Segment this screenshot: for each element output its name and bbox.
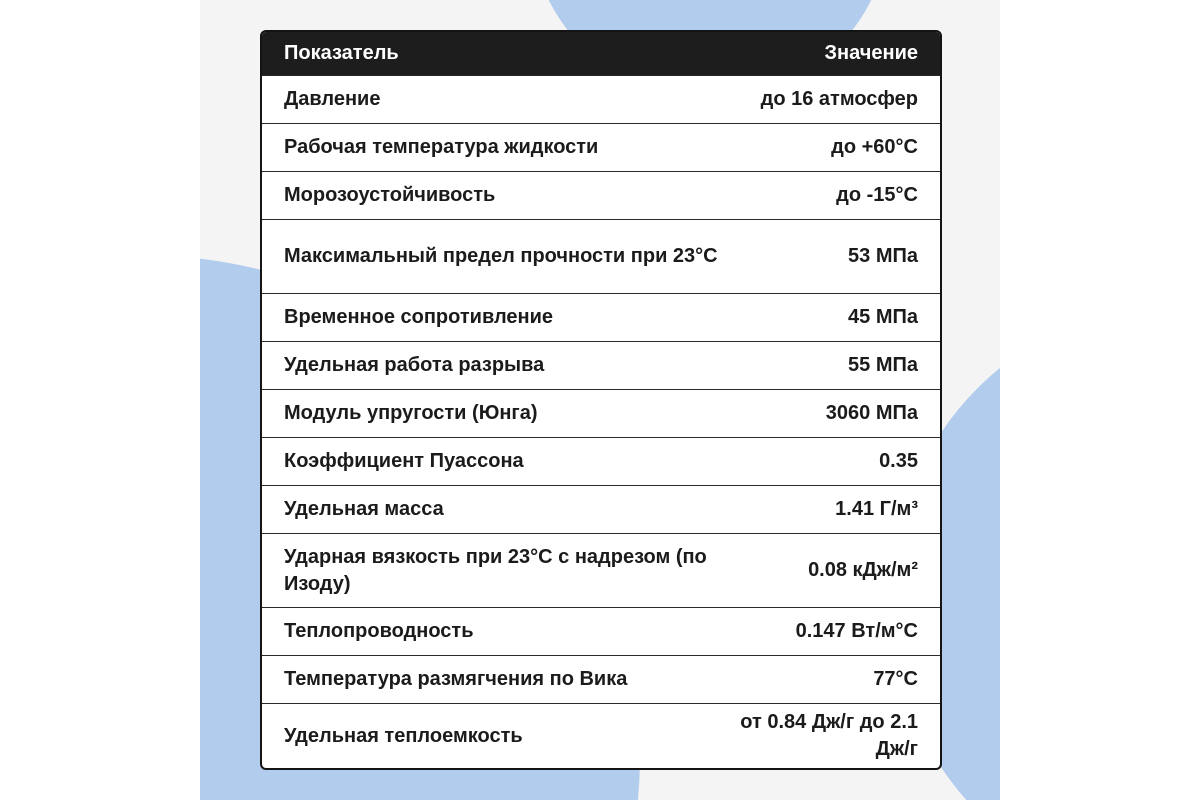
table-row bbox=[262, 123, 940, 171]
table-header-row bbox=[262, 32, 940, 75]
parameter-value: 55 МПа bbox=[848, 354, 918, 376]
parameter-name: Удельная работа разрыва bbox=[284, 354, 545, 376]
table-row bbox=[262, 655, 940, 703]
table-row bbox=[262, 75, 940, 123]
parameter-name: Удельная масса bbox=[284, 498, 444, 520]
table-row bbox=[262, 607, 940, 655]
parameter-name: Рабочая температура жидкости bbox=[284, 136, 599, 158]
parameter-name: Временное сопротивление bbox=[284, 306, 554, 328]
header-value: Значение bbox=[824, 42, 918, 64]
table-row bbox=[262, 533, 940, 607]
table-row bbox=[262, 703, 940, 768]
parameter-value: 0.35 bbox=[879, 450, 918, 472]
table-row bbox=[262, 171, 940, 219]
parameter-value: 0.147 Вт/м°С bbox=[795, 620, 918, 642]
parameter-name: Модуль упругости (Юнга) bbox=[284, 402, 538, 424]
parameter-name: Удельная теплоемкость bbox=[284, 724, 523, 747]
parameter-value: 77°С bbox=[873, 668, 918, 690]
parameter-value: от 0.84 Дж/г до 2.1 Дж/г bbox=[740, 711, 918, 760]
table-row bbox=[262, 437, 940, 485]
parameter-value: до 16 атмосфер bbox=[760, 88, 918, 110]
table-row bbox=[262, 219, 940, 293]
header-parameter: Показатель bbox=[284, 42, 399, 64]
parameter-value: 1.41 Г/м³ bbox=[835, 498, 918, 520]
table-row bbox=[262, 341, 940, 389]
parameter-value: до +60°С bbox=[831, 136, 918, 158]
parameter-name: Коэффициент Пуассона bbox=[284, 450, 524, 472]
parameter-name: Температура размягчения по Вика bbox=[284, 668, 628, 690]
specifications-table bbox=[260, 30, 942, 770]
parameter-value: 53 МПа bbox=[848, 245, 918, 267]
parameter-name: Максимальный предел прочности при 23°С bbox=[284, 245, 718, 267]
parameter-value: 0.08 кДж/м² bbox=[808, 559, 918, 581]
parameter-name: Морозоустойчивость bbox=[284, 184, 496, 206]
table-row bbox=[262, 389, 940, 437]
parameter-name: Ударная вязкость при 23°С с надрезом (по Изоду) bbox=[284, 545, 707, 595]
parameter-value: до -15°С bbox=[836, 184, 918, 206]
parameter-name: Давление bbox=[284, 88, 381, 110]
parameter-value: 3060 МПа bbox=[825, 402, 918, 424]
table-row bbox=[262, 293, 940, 341]
table-row bbox=[262, 485, 940, 533]
parameter-name: Теплопроводность bbox=[284, 620, 474, 642]
parameter-value: 45 МПа bbox=[848, 306, 918, 328]
